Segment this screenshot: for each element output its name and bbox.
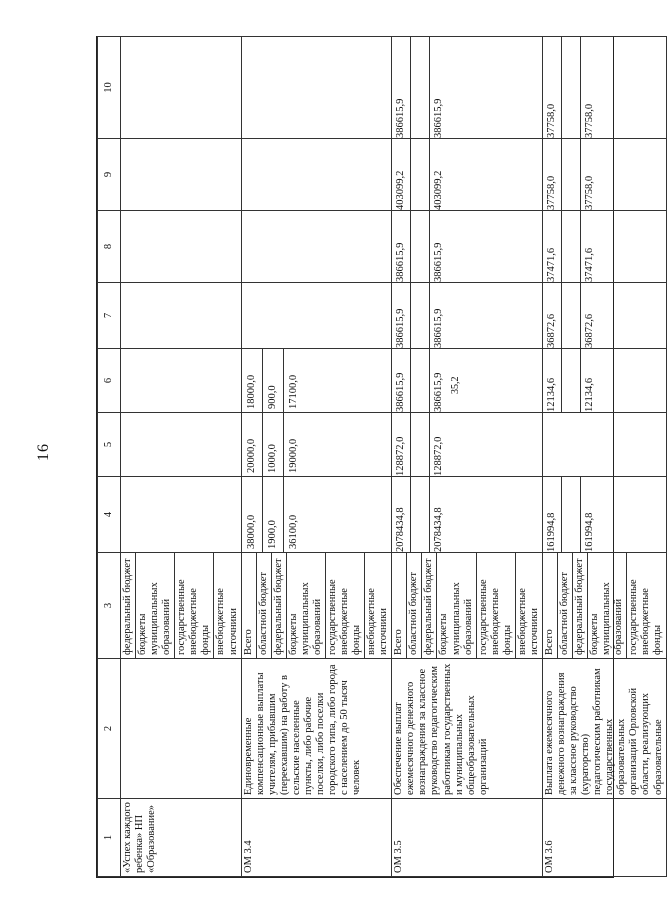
value-cell bbox=[392, 139, 543, 211]
funding-source: бюджеты муниципальных образований bbox=[136, 553, 175, 658]
value-cell bbox=[241, 349, 392, 413]
value-cell bbox=[121, 413, 242, 477]
value-cell bbox=[121, 477, 242, 553]
value: 386615,9 bbox=[433, 98, 445, 138]
value-cell bbox=[542, 349, 666, 413]
table-row bbox=[392, 37, 543, 877]
value: 37758,0 bbox=[543, 37, 562, 138]
value: 12134,6 bbox=[543, 349, 562, 412]
value-cell bbox=[121, 211, 242, 283]
measure-description bbox=[121, 659, 242, 799]
value bbox=[562, 349, 581, 412]
value: 18000,0 bbox=[242, 349, 263, 412]
funding-source: бюджеты муниципальных образований bbox=[287, 553, 326, 658]
value-cell bbox=[392, 477, 543, 553]
funding-source: внебюджетные источники bbox=[516, 588, 540, 655]
funding-sources bbox=[392, 553, 543, 659]
column-header: 2 bbox=[98, 659, 121, 799]
value: 37758,0 bbox=[543, 139, 562, 210]
funding-sources bbox=[121, 553, 242, 659]
measure-code: ОМ 3.5 bbox=[392, 799, 543, 877]
value: 1000,0 bbox=[263, 413, 284, 476]
value: 900,0 bbox=[263, 349, 284, 412]
funding-source: государственные внебюджетные фонды bbox=[175, 553, 214, 658]
value bbox=[562, 283, 581, 348]
value-cell bbox=[241, 477, 392, 553]
value: 403099,2 bbox=[392, 139, 411, 210]
value: 386615,9 bbox=[392, 283, 411, 348]
value-cell bbox=[121, 349, 242, 413]
value-cell bbox=[542, 283, 666, 349]
value: 386615,9 bbox=[392, 349, 411, 412]
value bbox=[411, 37, 430, 138]
funding-source: областной бюджет bbox=[407, 553, 422, 658]
value-cell bbox=[392, 37, 543, 139]
value bbox=[562, 139, 581, 210]
funding-source: Всего bbox=[242, 553, 257, 658]
funding-source: федеральный бюджет bbox=[573, 553, 588, 658]
funding-source: бюджеты муниципальных образований bbox=[437, 553, 476, 658]
funding-source: государственные внебюджетные фонды bbox=[628, 579, 664, 655]
document-sheet bbox=[96, 36, 664, 878]
value-cell bbox=[392, 349, 543, 413]
value: 37758,0 bbox=[583, 175, 595, 210]
value-cell bbox=[542, 37, 666, 139]
value bbox=[411, 477, 430, 552]
measure-description: Обеспечение выплат ежемесячного денежного вознаграждения за классное руководство педагогическим работникам государственных и муниципальных общеобразовательных организаций bbox=[392, 659, 543, 799]
value bbox=[562, 477, 581, 552]
table-row bbox=[241, 37, 392, 877]
funding-source: федеральный бюджет bbox=[422, 553, 437, 658]
funding-source: внебюджетные источники bbox=[215, 588, 239, 655]
value-cell bbox=[241, 37, 392, 139]
value: 386615,9 bbox=[392, 37, 411, 138]
column-header: 1 bbox=[98, 799, 121, 877]
value: 19000,0 bbox=[287, 438, 299, 473]
value: 1900,0 bbox=[263, 477, 284, 552]
value-cell bbox=[392, 211, 543, 283]
funding-sources bbox=[542, 553, 666, 659]
page-number: 16 bbox=[35, 443, 52, 461]
value-cell bbox=[121, 37, 242, 139]
value bbox=[411, 139, 430, 210]
value-cell bbox=[121, 283, 242, 349]
value-cell bbox=[241, 211, 392, 283]
value-cell bbox=[392, 413, 543, 477]
value: 36872,6 bbox=[583, 313, 595, 348]
value: 2078434,8 bbox=[433, 507, 445, 552]
rotated-table-container bbox=[97, 37, 664, 877]
value: 128872,0 bbox=[433, 436, 445, 476]
measure-code: «Успех каждого ребенка» НП «Образование» bbox=[121, 799, 242, 877]
value-cell bbox=[542, 139, 666, 211]
value-cell bbox=[241, 283, 392, 349]
value: 36100,0 bbox=[287, 514, 299, 549]
value bbox=[411, 211, 430, 282]
value: 128872,0 bbox=[392, 413, 411, 476]
value-cell bbox=[121, 139, 242, 211]
measure-code: ОМ 3.4 bbox=[241, 799, 392, 877]
column-header: 10 bbox=[98, 37, 121, 139]
handwritten-note: 35,2 bbox=[450, 376, 462, 394]
measure-description: Выплата ежемесячного денежного вознаграждения за классное руководство (кураторство) педагогическим работникам государственных образовательных организаций Орловской области, реализующих образовательные bbox=[542, 659, 666, 799]
value: 17100,0 bbox=[287, 374, 299, 409]
value-cell bbox=[542, 211, 666, 283]
value: 403099,2 bbox=[433, 170, 445, 210]
funding-source: Всего bbox=[392, 553, 407, 658]
value: 36872,6 bbox=[543, 283, 562, 348]
value bbox=[411, 413, 430, 476]
value bbox=[411, 283, 430, 348]
value: 386615,9 bbox=[433, 372, 445, 412]
value-cell bbox=[392, 283, 543, 349]
table-row bbox=[542, 37, 666, 877]
funding-source: федеральный бюджет bbox=[121, 553, 136, 658]
value bbox=[562, 37, 581, 138]
funding-source: бюджеты муниципальных образований bbox=[588, 553, 627, 658]
value-cell bbox=[542, 477, 666, 553]
value: 12134,6 bbox=[583, 377, 595, 412]
value: 20000,0 bbox=[242, 413, 263, 476]
value: 37758,0 bbox=[583, 103, 595, 138]
funding-source: областной бюджет bbox=[558, 553, 573, 658]
column-header: 8 bbox=[98, 211, 121, 283]
column-header: 9 bbox=[98, 139, 121, 211]
column-header: 7 bbox=[98, 283, 121, 349]
funding-source: внебюджетные источники bbox=[366, 588, 390, 655]
measure-description: Единовременные компенсационные выплаты учителям, прибывшим (переехавшим) на работу в сельские населенные пункты, либо рабочие поселки, либо поселки городского типа, либо города с населением до 50 тысяч человек bbox=[241, 659, 392, 799]
value: 161994,8 bbox=[543, 477, 562, 552]
funding-source: государственные внебюджетные фонды bbox=[326, 553, 365, 658]
column-header: 3 bbox=[98, 553, 121, 659]
column-header: 5 bbox=[98, 413, 121, 477]
value bbox=[411, 349, 430, 412]
funding-source: Всего bbox=[543, 553, 558, 658]
value: 37471,6 bbox=[543, 211, 562, 282]
value: 37471,6 bbox=[583, 247, 595, 282]
funding-source: государственные внебюджетные фонды bbox=[477, 553, 516, 658]
column-header: 6 bbox=[98, 349, 121, 413]
budget-table bbox=[97, 36, 667, 877]
value: 386615,9 bbox=[392, 211, 411, 282]
funding-source: федеральный бюджет bbox=[272, 553, 287, 658]
column-number-row bbox=[98, 37, 121, 877]
value-cell bbox=[542, 413, 666, 477]
value: 386615,9 bbox=[433, 308, 445, 348]
value bbox=[562, 211, 581, 282]
funding-source: областной бюджет bbox=[257, 553, 272, 658]
value: 386615,9 bbox=[433, 242, 445, 282]
value-cell bbox=[241, 139, 392, 211]
measure-code: ОМ 3.6 bbox=[542, 799, 666, 877]
value: 161994,8 bbox=[583, 512, 595, 552]
table-row bbox=[121, 37, 242, 877]
value-cell bbox=[241, 413, 392, 477]
value: 38000,0 bbox=[242, 477, 263, 552]
value: 2078434,8 bbox=[392, 477, 411, 552]
column-header: 4 bbox=[98, 477, 121, 553]
funding-sources bbox=[241, 553, 392, 659]
